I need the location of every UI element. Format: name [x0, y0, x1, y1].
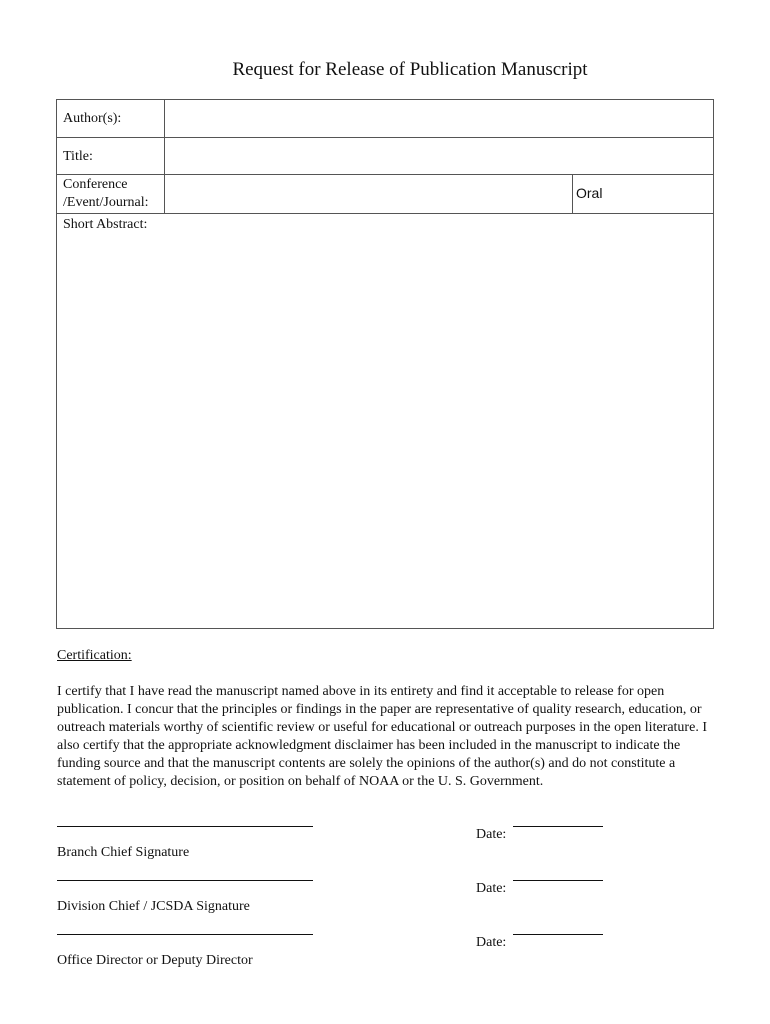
- title-field[interactable]: [164, 137, 714, 175]
- division-chief-signature-line[interactable]: [57, 880, 313, 881]
- certification-text: I certify that I have read the manuscript named above in its entirety and find it acceptable to release for open publication. I concur that the principles or findings in the paper are representative of quality research, education, or outreach materials worthy of scientific review or useful for educational or outreach purposes in the open literature. I also certify that the appropriate acknowledgment disclaimer has been included in the manuscript to indicate the funding source and that the manuscript contents are solely the opinions of the author(s) and do not constitute a statement of policy, decision, or position on behalf of NOAA or the U. S. Government.: [57, 684, 707, 789]
- conference-label-line2: /Event/Journal:: [63, 195, 149, 210]
- authors-label-cell: [56, 99, 165, 138]
- conference-field[interactable]: [164, 174, 573, 214]
- page-title: Request for Release of Publication Manuscript: [232, 59, 588, 80]
- title-label-cell: [56, 137, 165, 175]
- authors-label: Author(s):: [63, 111, 122, 126]
- presentation-type-field[interactable]: [572, 174, 714, 214]
- office-director-signature-label: Office Director or Deputy Director: [57, 953, 253, 968]
- conference-label-line1: Conference: [63, 177, 128, 192]
- manuscript-form: [56, 99, 714, 629]
- office-director-signature-line[interactable]: [57, 934, 313, 935]
- branch-chief-signature-label: Branch Chief Signature: [57, 845, 190, 860]
- office-director-date-label: Date:: [476, 935, 507, 950]
- division-chief-signature-label: Division Chief / JCSDA Signature: [57, 899, 250, 914]
- conference-label-cell: [56, 174, 165, 214]
- authors-field[interactable]: [164, 99, 714, 138]
- abstract-label: Short Abstract:: [63, 217, 148, 232]
- presentation-type-value: Oral: [576, 185, 603, 201]
- certification-heading: Certification:: [57, 648, 132, 663]
- division-chief-date-label: Date:: [476, 881, 507, 896]
- branch-chief-date-label: Date:: [476, 827, 507, 842]
- office-director-date-line[interactable]: [513, 934, 603, 935]
- branch-chief-date-line[interactable]: [513, 826, 603, 827]
- abstract-field[interactable]: [56, 213, 714, 629]
- branch-chief-signature-line[interactable]: [57, 826, 313, 827]
- division-chief-date-line[interactable]: [513, 880, 603, 881]
- title-label: Title:: [63, 149, 93, 164]
